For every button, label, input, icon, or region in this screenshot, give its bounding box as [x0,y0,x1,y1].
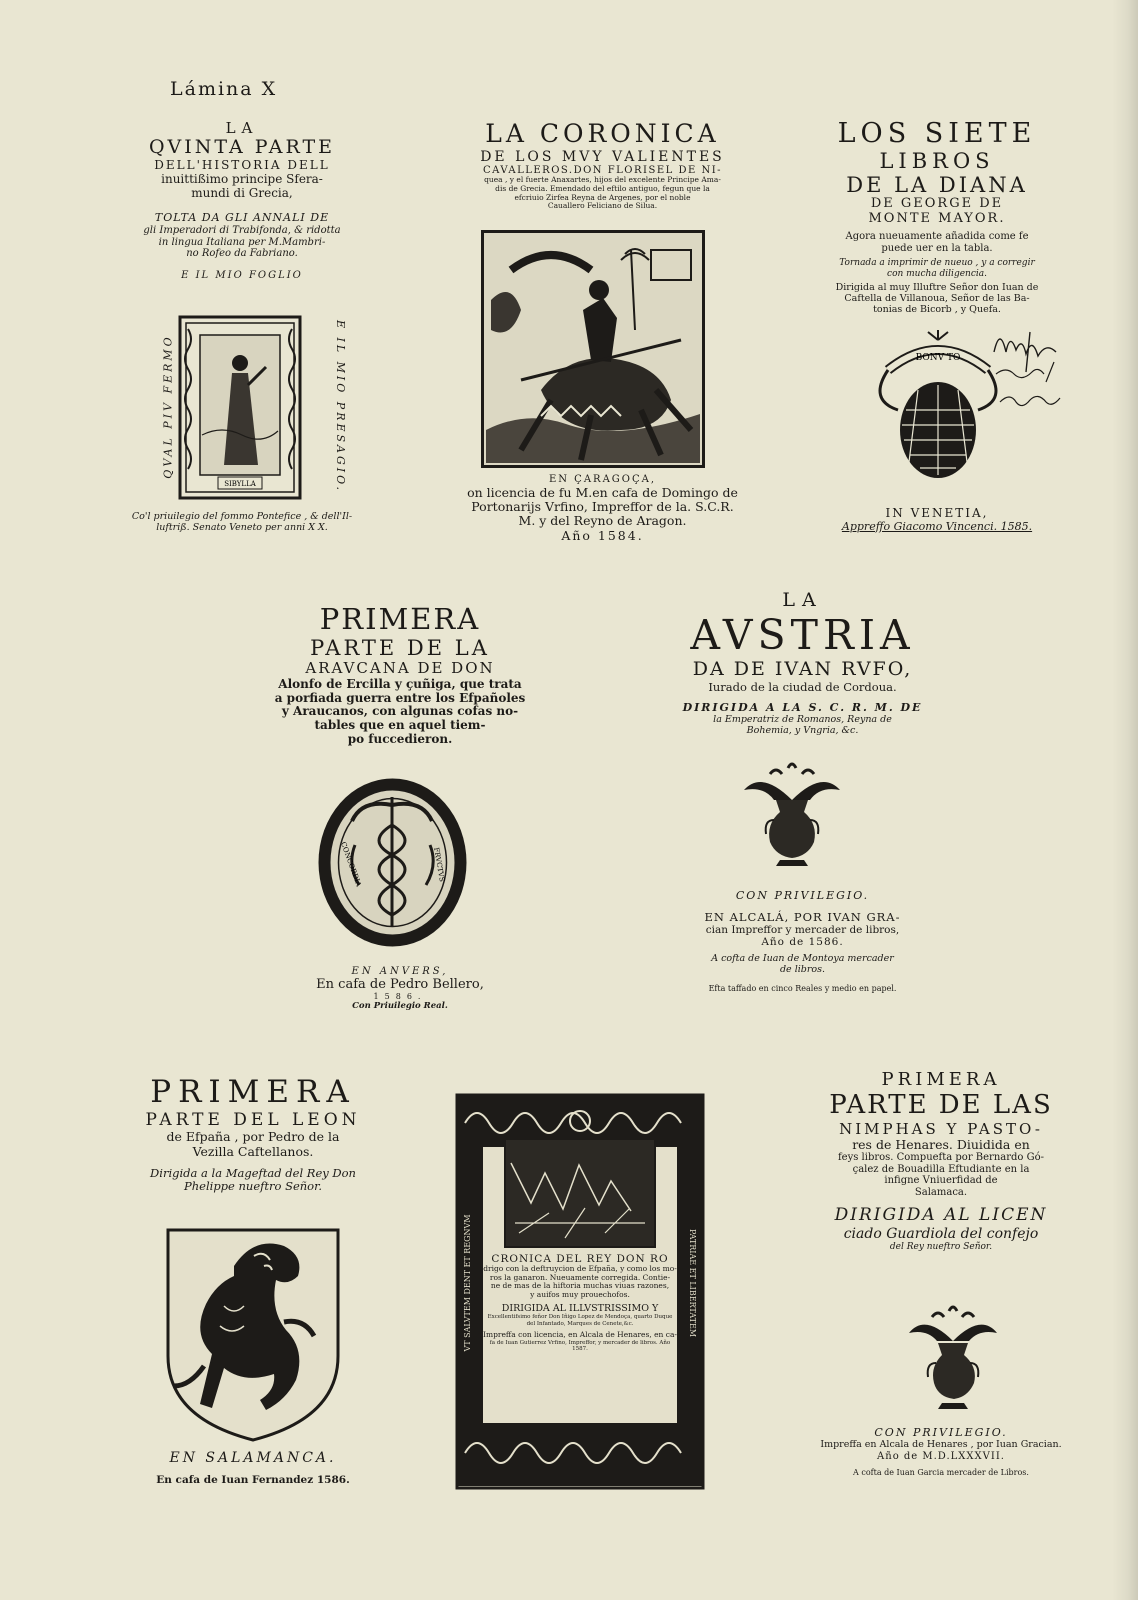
imprint-line: CON PRIVILEGIO. [874,1426,1008,1439]
title-line: Salamaca. [914,1186,968,1198]
imprint-line: Año de 1586. [761,935,844,948]
title-line: efcriuio Zirfea Reyna de Argenes, por el noble [514,192,691,202]
title-line: PARTE DE LA [310,636,490,661]
title-line: DE GEORGE DE [870,196,1004,212]
title-line: res de Henares. Diuidida en [852,1136,1030,1152]
title-line: ciado Guardiola del confejo [843,1225,1039,1242]
title-page-nimphas [810,1070,1072,1252]
title-line: po fuccedieron. [347,731,453,746]
title-line: PRIMERA [319,602,481,636]
title-line: tables que en aquel tiem- [314,718,486,733]
title-line: dis de Grecia. Emendado del eftilo antiguo, fegun que la [495,183,710,193]
imprint-nimphas [810,1427,1072,1477]
title-line: NIMPHAS Y PASTO- [839,1119,1043,1138]
title-line: la Emperatriz de Romanos, Reyna de [713,713,892,725]
title-line: inuittißimo principe Sfera- [161,171,323,186]
emblem-motto: BONV TO [915,353,961,363]
title-line: Caftella de Villanoua, Señor de las Ba- [844,292,1030,304]
privilege-note [118,512,366,534]
title-line: infigne Vniuerfidad de [884,1175,998,1187]
imprint-line: Portonarijs Vrfino, Impreffor de la. S.C.R. [471,498,734,514]
title-line: AVSTRIA [690,610,915,659]
imprint-leon [122,1450,384,1486]
title-line: Bohemia, y Vngria, &c. [746,724,859,736]
handwritten-signature [990,322,1070,412]
imprint-line: Año 1584. [561,527,644,543]
imprint-austriada [660,890,945,993]
title-line: Dirigida a la Mageftad del Rey Don [150,1165,356,1180]
device-inscription-left: CONCORDIA [339,840,363,888]
title-page-coronica [455,120,750,211]
title-line: LA CORONICA [485,119,720,148]
sibylla-caption: SIBYLLA [224,480,256,488]
title-line: quea , y el fuerte Anaxartes, hijos del excelente Principe Ama- [484,175,721,185]
title-line: DIRIGIDA AL LICEN [834,1205,1048,1226]
title-line: y Araucanos, con algunas cofas no- [281,704,519,719]
border-inscription-left: VT SALVTEM DENT ET REGNVM [463,1214,472,1352]
imprint-line: A cofta de Iuan de Montoya mercader [711,952,894,964]
title-line: drigo con la deftruycion de Efpaña, y como los mo- [483,1264,677,1274]
imprint-line: IN VENETIA, [885,506,989,520]
device-motto-right: E IL MIO PRESAGIO. [334,320,347,493]
imprint-line: Efta taffado en cinco Reales y medio en papel. [708,983,897,993]
imprint-line: EN ANVERS, [351,966,449,977]
imprint-line: Appreffo Giacomo Vincenci. 1585. [841,519,1033,533]
title-line: Phelippe nueftro Señor. [184,1179,322,1194]
imprint-line: A cofta de Iuan Garcia mercader de Libros. [853,1468,1029,1478]
title-line: feys libros. Compuefta por Bernardo Gó- [837,1152,1045,1164]
title-line: de Efpaña , por Pedro de la [166,1129,340,1145]
imprint-line: cian Impreffor y mercader de libros, [705,923,900,936]
title-line: mundi di Grecia, [191,185,293,200]
title-line: DE LA DIANA [846,173,1028,198]
title-line: DIRIGIDA A LA S. C. R. M. DE [682,701,923,715]
imprint-araucana [260,966,540,1011]
title-line: TOLTA DA GLI ANNALI DE [154,211,330,225]
title-line: CAVALLEROS.DON FLORISEL DE NI- [482,164,723,176]
title-line: fa de Iuan Gutierrez Vrfino, Impreffor, y mercader de libros. Año 1587. [489,1339,671,1353]
imprint-line: Con Priuilegio Real. [352,1000,448,1011]
imprint-line: M. y del Reyno de Aragon. [518,513,687,529]
title-line: gli Imperadori di Trabifonda, & ridotta [143,225,341,237]
title-line: PARTE DEL LEON [145,1109,361,1130]
title-line: DE LOS MVY VALIENTES [480,148,725,165]
imprint-line: En cafa de Iuan Fernandez 1586. [156,1474,350,1487]
privilege-line: Co'l priuilegio del fommo Pontefice , & dell'Il- [131,511,353,522]
title-line: çalez de Bouadilla Eftudiante en la [852,1163,1030,1175]
plate-label: Lámina X [170,78,278,100]
imprint-line: Impreffa en Alcala de Henares , por Iuan Gracian. [820,1438,1062,1450]
device-inscription-right: FRVCTVS [432,846,446,883]
imprint-line: de libros. [779,963,826,975]
title-line: DA DE IVAN RVFO, [692,657,913,680]
title-line: con mucha diligencia. [887,268,987,279]
page-fold-shadow [1112,0,1138,1600]
title-line: puede uer en la tabla. [881,242,993,254]
title-line: Vezilla Caftellanos. [192,1143,314,1159]
imprint-line: EN ALCALÁ, POR IVAN GRA- [704,909,901,924]
title-page-austriada [660,590,945,737]
title-line: Iurado de la ciudad de Cordoua. [708,679,897,694]
lion-shield-woodcut [164,1226,342,1444]
title-line: ne de mas de la hiftoria muchas viuas razones, [490,1281,670,1291]
title-line: LA [225,119,259,137]
imprint-line: CON PRIVILEGIO. [735,889,870,902]
sibylla-woodcut [178,315,302,500]
title-page-diana [812,118,1062,316]
imprint-line: on licencia de fu M.en cafa de Domingo de [467,484,738,500]
title-line: Cauallero Feliciano de Silua. [547,201,658,211]
vase-ornament [904,1305,1002,1411]
title-line: tonias de Bicorb , y Quefa. [873,303,1001,315]
title-line: LA [782,589,823,611]
title-line: CRONICA DEL REY DON RO [491,1253,669,1265]
imprint-line: Año de M.D.LXXXVII. [877,1450,1005,1462]
title-line: PRIMERA [881,1069,1001,1090]
pinecone-emblem [868,330,1008,490]
title-page-leon [122,1075,384,1193]
title-line: Impreffa con licencia, en Alcala de Henares, en ca- [483,1330,677,1340]
device-motto: E IL MIO FOGLIO [181,269,303,281]
privilege-line: luftriß. Senato Veneto per anni X X. [156,521,328,533]
imprint-line: EN ÇARAGOÇA, [548,474,657,485]
title-line: MONTE MAYOR. [868,211,1006,227]
imprint-line: En cafa de Pedro Bellero, [316,976,484,992]
imprint-diana [812,507,1062,533]
caduceus-printer-device [315,775,470,950]
title-line: no Rofeo da Fabriano. [186,248,298,260]
title-line: y auifos muy prouechofos. [530,1289,630,1299]
title-line: ros la ganaron. Nueuamente corregida. Contie- [489,1272,671,1282]
title-line: del Infantado, Marques de Cenete,&c. [526,1320,634,1327]
knight-woodcut [481,230,705,468]
imprint-coronica [455,474,750,543]
border-inscription-right: PATRIAE ET LIBERTATEM [688,1228,697,1338]
title-line: DELL'HISTORIA DELL [154,158,330,173]
title-line: PRIMERA [150,1074,356,1110]
title-line: in lingua Italiana per M.Mambri- [158,236,326,248]
title-line: PARTE DE LAS [829,1089,1053,1120]
title-line: DIRIGIDA AL ILLVSTRISSIMO Y [501,1302,659,1314]
title-page-quinta-parte [118,120,366,281]
title-line: LOS SIETE [837,118,1037,149]
title-line: Excellentifsimo feñor Don Iñigo Lopez de Mendoça, quarto Duque [487,1314,673,1321]
title-line: del Rey nueftro Señor. [889,1241,993,1252]
title-line: a porfiada guerra entre los Efpañoles [274,690,526,705]
imprint-line: EN SALAMANCA. [169,1450,337,1466]
title-line: LIBROS [879,149,995,174]
title-line: Tornada a imprimir de nueuo , y a corregir [839,258,1035,269]
vase-ornament [740,760,844,868]
title-page-rodrigo [482,1253,678,1352]
title-line: Agora nueuamente añadida come fe [845,231,1029,243]
title-line: QVINTA PARTE [148,136,336,159]
device-motto-left: QVAL PIV FERMO [161,334,175,479]
title-page-araucana [260,603,540,747]
title-line: Dirigida al muy Illuftre Señor don Iuan de [835,281,1039,293]
imprint-line: 1586. [373,992,427,1002]
title-line: ARAVCANA DE DON [305,659,495,678]
title-line: Alonfo de Ercilla y çuñiga, que trata [278,676,522,691]
